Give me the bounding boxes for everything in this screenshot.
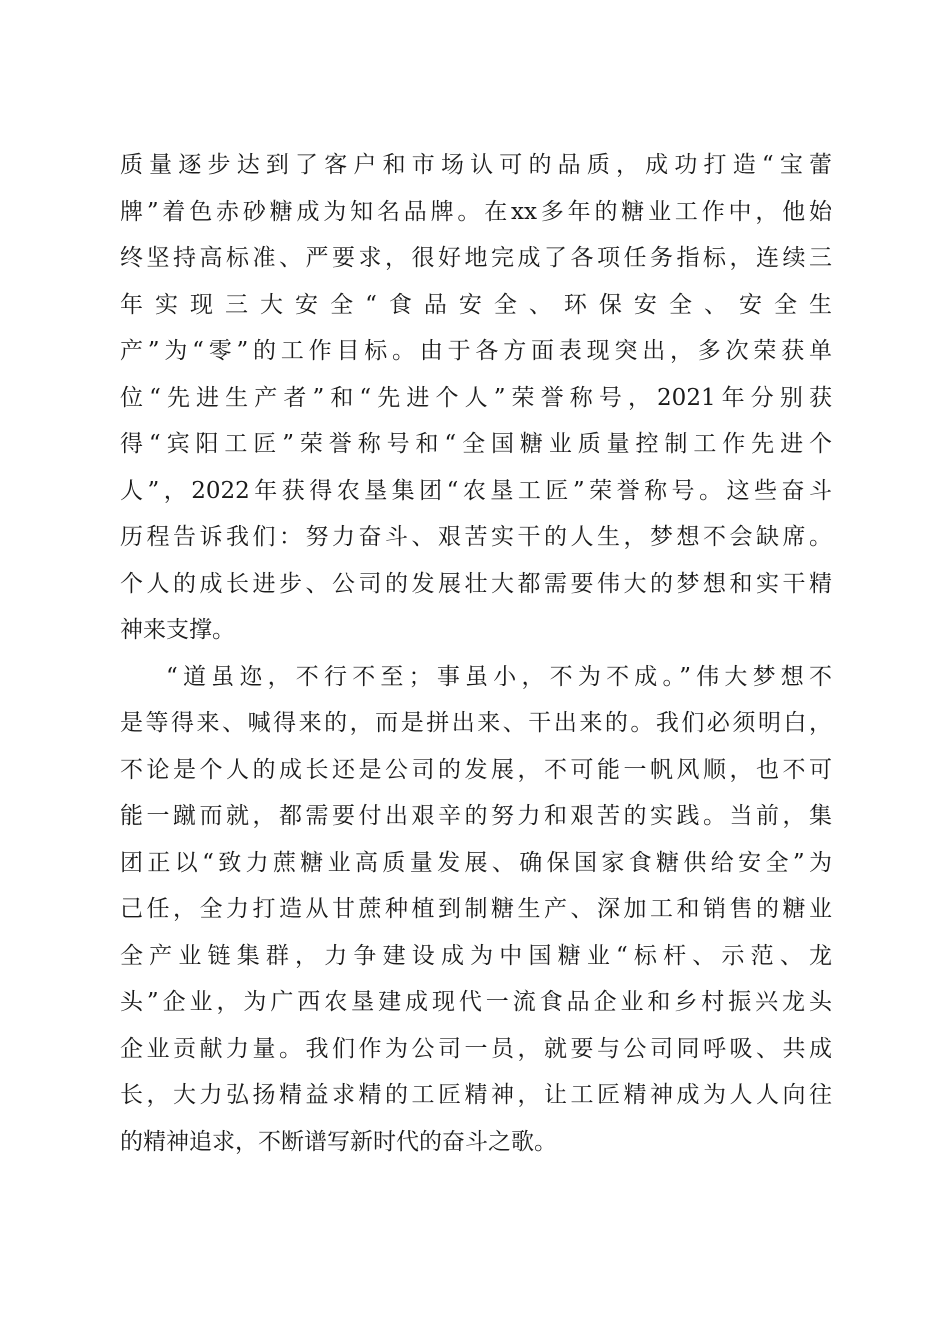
paragraph-1 xyxy=(120,142,832,654)
paragraph-line: 是等得来、喊得来的，而是拼出来、干出来的。我们必须明白， xyxy=(120,710,832,736)
paragraph-line: 历程告诉我们：努力奋斗、艰苦实干的人生，梦想不会缺席。 xyxy=(120,524,832,550)
paragraph-line: 得“宾阳工匠”荣誉称号和“全国糖业质量控制工作先进个 xyxy=(120,431,832,457)
paragraph-line-last: 神来支撑。 xyxy=(120,617,235,643)
paragraph-line: 全产业链集群，力争建设成为中国糖业“标杆、示范、龙 xyxy=(120,942,832,969)
paragraph-line: 位“先进生产者”和“先进个人”荣誉称号，2021年分别获 xyxy=(120,384,832,411)
paragraph-line: 个人的成长进步、公司的发展壮大都需要伟大的梦想和实干精 xyxy=(120,570,832,597)
paragraph-line-last: 的精神追求，不断谱写新时代的奋斗之歌。 xyxy=(120,1128,557,1155)
paragraph-line: 产”为“零”的工作目标。由于各方面表现突出，多次荣获单 xyxy=(120,338,832,364)
paragraph-line: 年实现三大安全“食品安全、环保安全、安全生 xyxy=(120,291,832,318)
paragraph-line-first: “道虽迩，不行不至；事虽小，不为不成。”伟大梦想不 xyxy=(166,663,832,690)
paragraph-line: 终坚持高标准、严要求，很好地完成了各项任务指标，连续三 xyxy=(120,245,832,271)
paragraph-line: 长，大力弘扬精益求精的工匠精神，让工匠精神成为人人向往 xyxy=(120,1082,832,1108)
paragraph-line: 头”企业，为广西农垦建成现代一流食品企业和乡村振兴龙头 xyxy=(120,989,832,1015)
paragraph-line: 质量逐步达到了客户和市场认可的品质，成功打造“宝蕾 xyxy=(120,152,832,178)
body-text xyxy=(120,142,832,1165)
paragraph-line: 己任，全力打造从甘蔗种植到制糖生产、深加工和销售的糖业 xyxy=(120,896,832,922)
paragraph-2 xyxy=(120,654,832,1166)
paragraph-line: 牌”着色赤砂糖成为知名品牌。在xx多年的糖业工作中，他始 xyxy=(120,198,832,225)
paragraph-line: 团正以“致力蔗糖业高质量发展、确保国家食糖供给安全”为 xyxy=(120,849,832,876)
paragraph-line: 不论是个人的成长还是公司的发展，不可能一帆风顺，也不可 xyxy=(120,756,832,783)
paragraph-line: 人”，2022年获得农垦集团“农垦工匠”荣誉称号。这些奋斗 xyxy=(120,477,832,504)
paragraph-line: 能一蹴而就，都需要付出艰辛的努力和艰苦的实践。当前，集 xyxy=(120,803,832,829)
paragraph-line: 企业贡献力量。我们作为公司一员，就要与公司同呼吸、共成 xyxy=(120,1035,832,1062)
